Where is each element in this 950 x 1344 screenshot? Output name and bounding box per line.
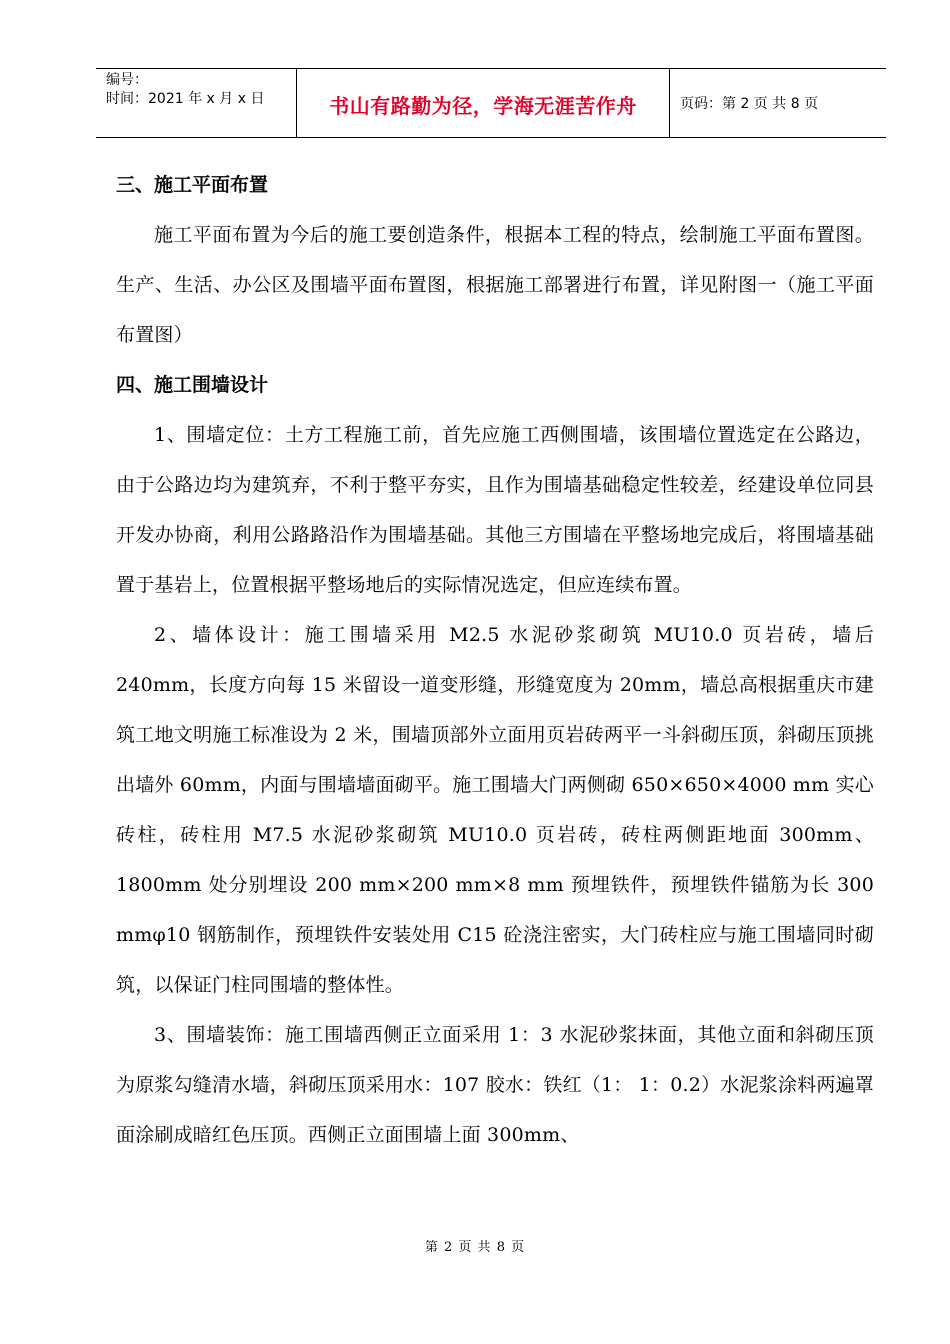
footer-page-number: 第 2 页 共 8 页 — [424, 1240, 526, 1255]
header-motto: 书山有路勤为径，学海无涯苦作舟 — [297, 69, 670, 137]
time-label: 时间：2021 年 x 月 x 日 — [106, 91, 265, 107]
header-page-info: 页码：第 2 页 共 8 页 — [680, 96, 819, 112]
paragraph-wall-design: 2、墙体设计：施工围墙采用 M2.5 水泥砂浆砌筑 MU10.0 页岩砖，墙后 240mm，长度方向每 15 米留设一道变形缝，形缝宽度为 20mm，墙总高根据重庆市建筑工地文明施工标准设为 2 米，围墙顶部外立面用页岩砖两平一斗斜砌压顶，斜砌压顶挑出墙外 60mm，内面与围墙墙面砌平。施工围墙大门两侧砌 650×650×4000 mm 实心砖柱，砖柱用 M7.5 水泥砂浆砌筑 MU10.0 页岩砖，砖柱两侧距地面 300mm、1800mm 处分别埋设 200 mm×200 mm×8 mm 预埋铁件，预埋铁件锚筋为长 300 mmφ10 钢筋制作，预埋铁件安装处用 C15 砼浇注密实，大门砖柱应与施工围墙同时砌筑，以保证门柱同围墙的整体性。 — [116, 624, 874, 996]
document-body — [116, 160, 874, 1160]
paragraph-layout: 施工平面布置为今后的施工要创造条件，根据本工程的特点，绘制施工平面布置图。生产、生活、办公区及围墙平面布置图，根据施工部署进行布置，详见附图一（施工平面布置图） — [116, 224, 874, 346]
paragraph-wall-decoration: 3、围墙装饰：施工围墙西侧正立面采用 1：3 水泥砂浆抹面，其他立面和斜砌压顶为原浆勾缝清水墙，斜砌压顶采用水：107 胶水：铁红（1： 1：0.2）水泥浆涂料两遍罩面涂刷成暗红色压顶。西侧正立面围墙上面 300mm、 — [116, 1024, 874, 1146]
section-heading-4: 四、施工围墙设计 — [116, 374, 269, 396]
page-footer — [0, 1236, 950, 1255]
code-label: 编号： — [106, 72, 148, 88]
paragraph-wall-position: 1、围墙定位：土方工程施工前，首先应施工西侧围墙，该围墙位置选定在公路边，由于公路边均为建筑弃，不利于整平夯实，且作为围墙基础稳定性较差，经建设单位同县开发办协商，利用公路路沿作为围墙基础。其他三方围墙在平整场地完成后，将围墙基础置于基岩上，位置根据平整场地后的实际情况选定，但应连续布置。 — [116, 424, 874, 596]
header-meta — [96, 69, 297, 137]
section-heading-3: 三、施工平面布置 — [116, 174, 269, 196]
document-header — [96, 68, 886, 138]
